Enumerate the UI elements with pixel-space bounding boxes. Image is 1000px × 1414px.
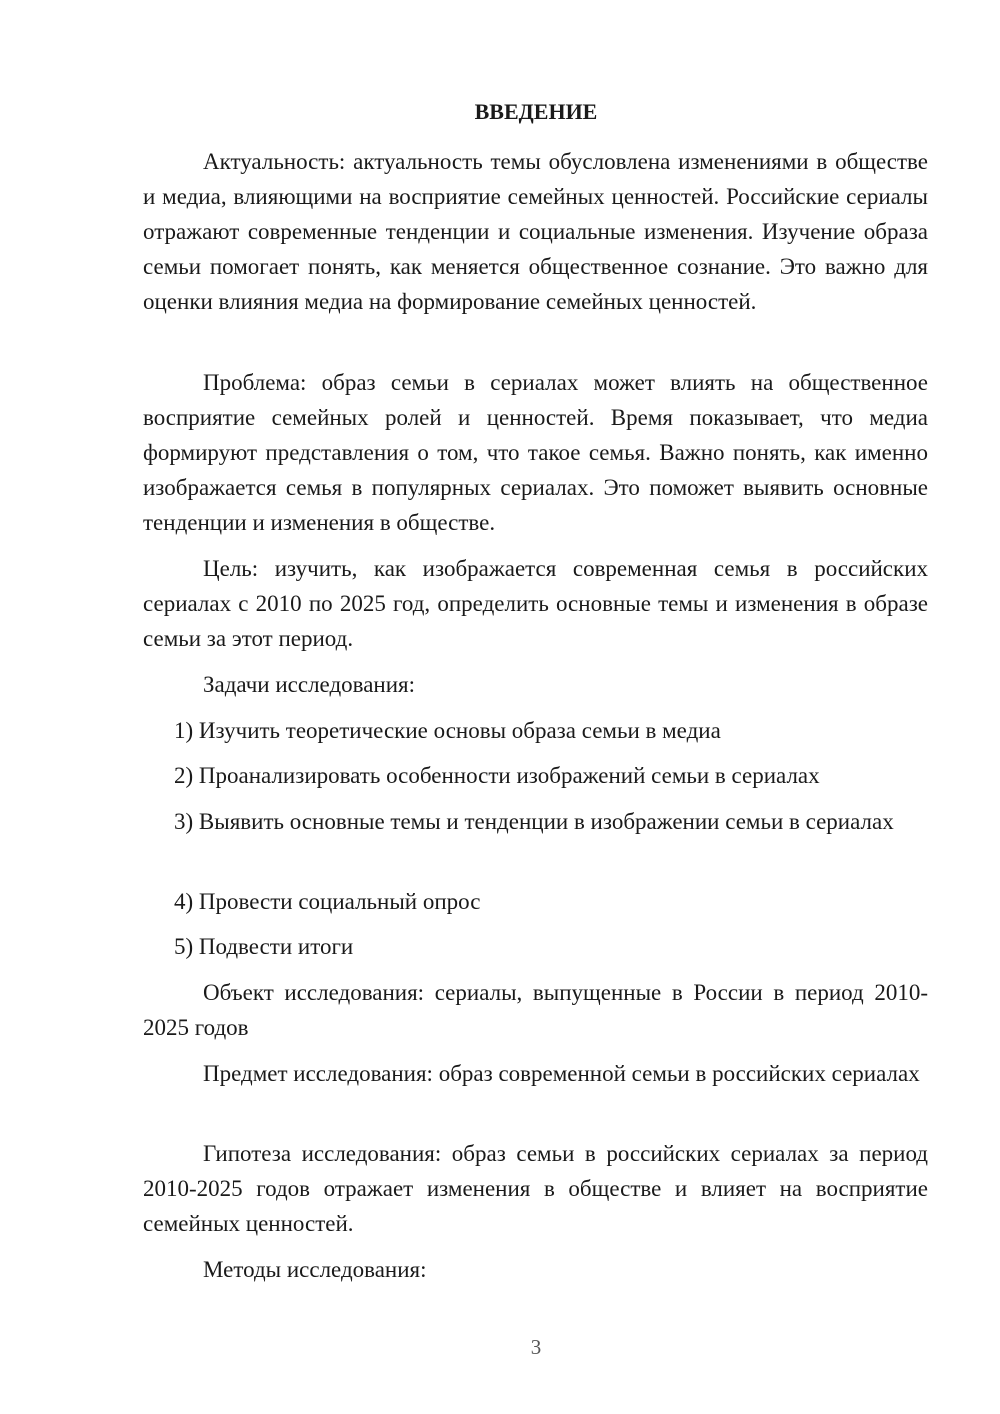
task-item-5: 5) Подвести итоги (174, 934, 354, 959)
methods-heading: Методы исследования: (203, 1257, 427, 1282)
page-number: 3 (530, 1335, 542, 1359)
paragraph-object: Объект исследования: сериалы, выпущенные в России в период 2010-2025 годов (143, 980, 928, 1040)
task-item-1: 1) Изучить теоретические основы образа семьи в медиа (174, 718, 721, 743)
paragraph-goal: Цель: изучить, как изображается современная семья в российских сериалах с 2010 по 2025 год, определить основные темы и изменения в образе семьи за этот период. (143, 556, 928, 651)
paragraph-subject: Предмет исследования: образ современной семьи в российских сериалах (203, 1061, 920, 1086)
task-item-2: 2) Проанализировать особенности изображений семьи в сериалах (174, 763, 820, 788)
task-item-3: 3) Выявить основные темы и тенденции в изображении семьи в сериалах (174, 809, 894, 834)
paragraph-relevance: Актуальность: актуальность темы обусловлена изменениями в обществе и медиа, влияющими на восприятие семейных ценностей. Российские сериалы отражают современные тенденции и социальные изменения. Изучение образа семьи помогает понять, как меняется общественное сознание. Это важно для оценки влияния медиа на формирование семейных ценностей. (143, 149, 928, 314)
task-item-4: 4) Провести социальный опрос (174, 889, 481, 914)
paragraph-problem: Проблема: образ семьи в сериалах может влиять на общественное восприятие семейных ролей и ценностей. Время показывает, что медиа формируют представления о том, что такое семья. Важно понять, как именно изображается семья в популярных сериалах. Это поможет выявить основные тенденции и изменения в обществе. (143, 370, 928, 535)
paragraph-hypothesis: Гипотеза исследования: образ семьи в российских сериалах за период 2010-2025 годов отражает изменения в обществе и влияет на восприятие семейных ценностей. (143, 1141, 928, 1236)
tasks-heading: Задачи исследования: (203, 672, 416, 697)
page-title: ВВЕДЕНИЕ (474, 99, 598, 124)
